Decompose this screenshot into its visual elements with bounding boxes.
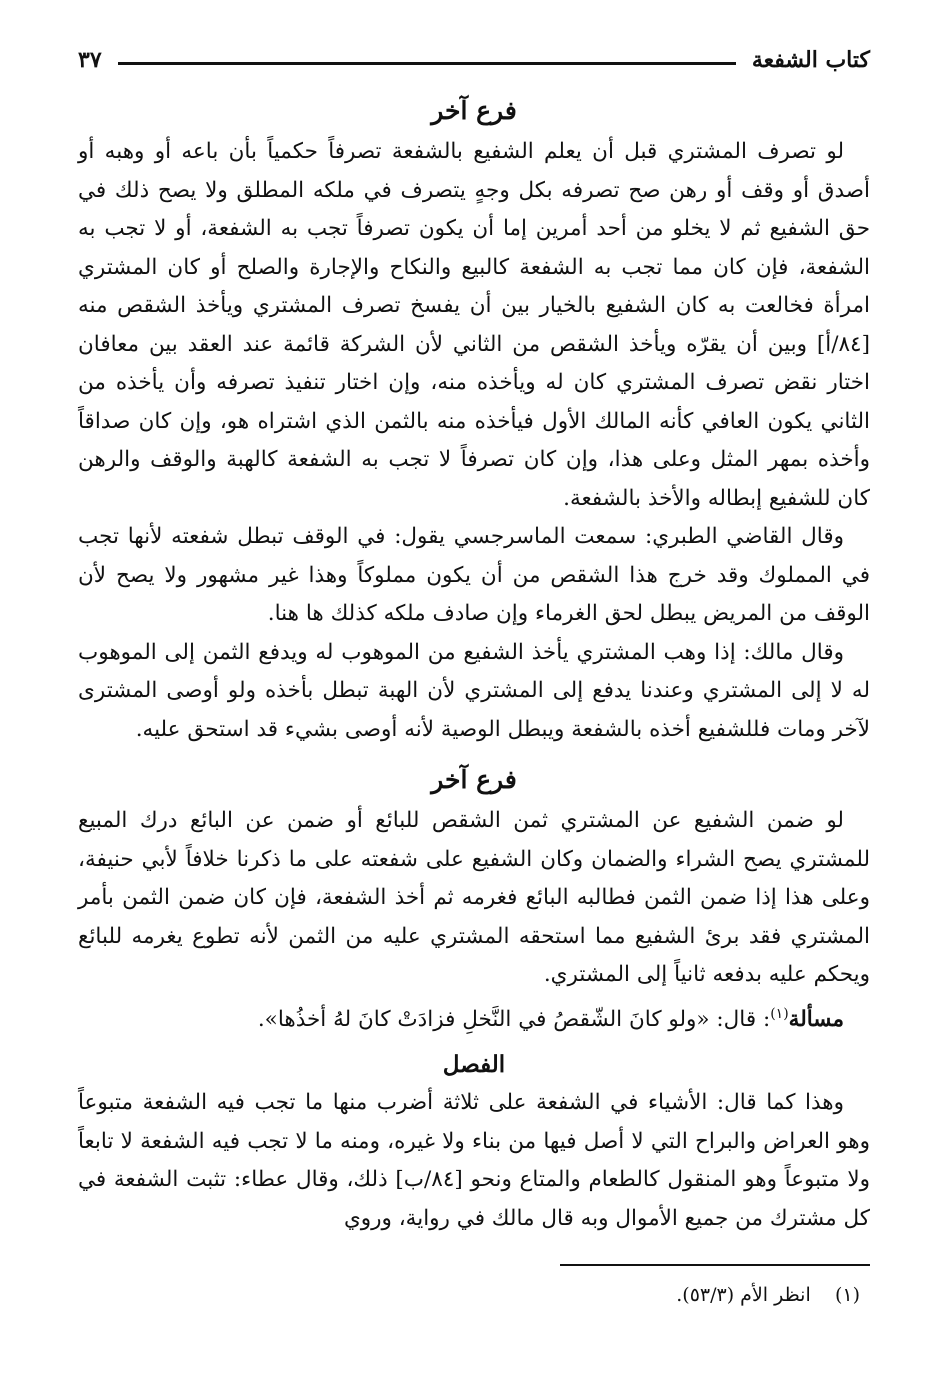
paragraph-2: وقال القاضي الطبري: سمعت الماسرجسي يقول: في الوقف تبطل شفعته لأنها تجب في المملوك وقد خرج هذا الشقص من أن يكون مملوكاً وهذا غير مشهور ولا يصح لأن الوقف من المريض يبطل لحق الغرماء وإن صادف ملكه كذلك ها هنا. [78, 524, 870, 626]
masala-paragraph [78, 995, 870, 1040]
footnote-ref: (١) [770, 1005, 789, 1022]
paragraph-5: وهذا كما قال: الأشياء في الشفعة على ثلاثة أضرب منها ما تجب فيه الشفعة متبوعاً وهو العراض والبراح التي لا أصل فيها من بناء ولا غيره، ومنه ما لا تجب فيه الشفعة لا تابعاً ولا متبوعاً وهو المنقول كالطعام والمتاع ونحو [٨٤/ب] ذلك، وقال عطاء: تثبت الشفعة في كل مشترك من جميع الأموال وبه قال مالك في رواية، وروي [78, 1090, 870, 1231]
paragraph-3: وقال مالك: إذا وهب المشتري يأخذ الشفيع من الموهوب له ويدفع الثمن إلى الموهوب له لا إلى المشتري وعندنا يدفع إلى المشتري لأن الهبة تبطل بأخذه ولو أوصى المشترى لآخر ومات فللشفيع أخذه بالشفعة ويبطل الوصية لأنه أوصى بشيء قد استحق عليه. [78, 639, 870, 742]
section-heading-2: فرع آخر [431, 765, 517, 794]
paragraph-4: لو ضمن الشفيع عن المشتري ثمن الشقص للبائع أو ضمن عن البائع درك المبيع للمشتري يصح الشراء والضمان وكان الشفيع على شفعته على ما ذكرنا خلافاً لأبي حنيفة، وعلى هذا إذا ضمن الثمن فطالبه البائع فغرمه ثم أخذ الشفعة، فإن كان ضمن الثمن بأمر المشتري فقد برئ الشفيع مما استحقه المشتري عليه من الثمن لأنه تطوع يغرمه للبائع ويحكم عليه بدفعه ثانياً إلى المشتري. [78, 808, 870, 987]
running-header [78, 40, 870, 80]
page-number: ٣٧ [78, 47, 102, 73]
chapter-title: كتاب الشفعة [751, 47, 870, 73]
section-heading-3: الفصل [442, 1051, 506, 1079]
section-heading-1: فرع آخر [431, 96, 517, 125]
masala-text: : قال: «ولو كانَ الشّقصُ في النَّخلِ فزادَتْ كانَ لهُ أخذُها». [257, 1006, 771, 1032]
footnote [78, 1280, 870, 1310]
masala-label: مسألة [788, 1006, 844, 1032]
header-rule [118, 62, 736, 65]
footnote-rule [560, 1264, 870, 1266]
paragraph-1: لو تصرف المشتري قبل أن يعلم الشفيع بالشفعة تصرفاً حكمياً بأن باعه أو وهبه أو أصدق أو وقف أو رهن صح تصرفه بكل وجهٍ يتصرف في ملكه المطلق ولا يصح ذلك في حق الشفيع ثم لا يخلو من أحد أمرين إما أن يكون تصرفاً تجب به الشفعة، أو لا تجب به الشفعة، فإن كان مما تجب به الشفعة كالبيع والنكاح والإجارة والصلح أو كان المشتري امرأة فخالعت به كان الشفيع بالخيار بين أن يفسخ تصرف المشتري ويأخذ الشقص منه [٨٤/أ] وبين أن يقرّه ويأخذ الشقص من الثاني لأن الشركة قائمة عند العقد بين معافان اختار نقض تصرف المشتري كان له ويأخذه منه، وإن اختار تنفيذ تصرفه وأن يأخذه من الثاني يكون العافي كأنه المالك الأول فيأخذه منه بالثمن الذي اشتراه هو، وإن كان صداقاً وأخذه بمهر المثل وعلى هذا، وإن كان تصرفاً لا تجب به الشفعة كالهبة والوقف والرهن كان للشفيع إبطاله والأخذ بالشفعة. [78, 139, 870, 511]
footnote-text: انظر الأم (٥٣/٣). [676, 1284, 811, 1307]
document-page [78, 40, 870, 1310]
footnote-marker: (١) [834, 1284, 860, 1307]
